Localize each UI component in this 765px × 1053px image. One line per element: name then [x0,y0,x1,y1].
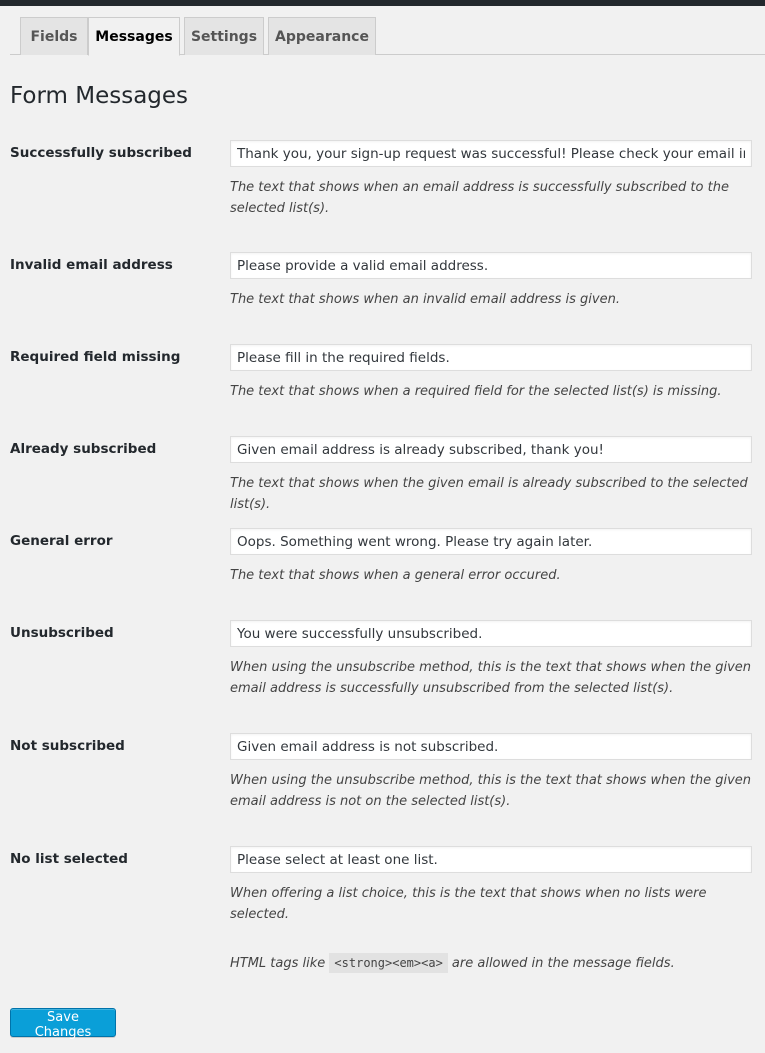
field-description: The text that shows when a required field for the selected list(s) is missing. [230,384,722,399]
field-description: The text that shows when the given email is already subscribed to the selected list(s). [230,476,748,512]
field-description: When using the unsubscribe method, this is the text that shows when the given email address is successfully unsubscribed from the selected list(s). [230,660,752,696]
field-label: Successfully subscribed [10,145,192,161]
field-description: When offering a list choice, this is the text that shows when no lists were selected. [230,886,707,922]
field-description: The text that shows when a general error occured. [230,568,561,583]
general-error-input[interactable] [230,528,752,555]
tab-fields[interactable]: Fields [20,17,88,55]
tab-settings[interactable]: Settings [184,17,264,55]
save-changes-button[interactable]: Save Changes [10,1008,116,1037]
field-description: The text that shows when an invalid email address is given. [230,292,620,307]
allowed-tags-code: <strong><em><a> [329,953,447,973]
admin-top-bar [0,0,765,6]
field-label: No list selected [10,851,128,867]
note-text-before: HTML tags like [230,956,330,971]
unsubscribed-input[interactable] [230,620,752,647]
field-label: Invalid email address [10,257,173,273]
html-tags-note [230,951,675,976]
tab-messages[interactable]: Messages [88,17,180,56]
field-label: Required field missing [10,349,181,365]
required-field-missing-input[interactable] [230,344,752,371]
page-title: Form Messages [10,83,189,109]
note-text-after: are allowed in the message fields. [447,956,675,971]
tab-bar [10,17,765,55]
not-subscribed-input[interactable] [230,733,752,760]
field-description: The text that shows when an email address is successfully subscribed to the selected list(s). [230,180,729,216]
tab-appearance[interactable]: Appearance [268,17,376,55]
successfully-subscribed-input[interactable] [230,140,752,167]
already-subscribed-input[interactable] [230,436,752,463]
field-label: Unsubscribed [10,625,114,641]
invalid-email-input[interactable] [230,252,752,279]
no-list-selected-input[interactable] [230,846,752,873]
field-label: Already subscribed [10,441,157,457]
field-label: General error [10,533,113,549]
field-description: When using the unsubscribe method, this is the text that shows when the given email address is not on the selected list(s). [230,773,752,809]
field-label: Not subscribed [10,738,125,754]
